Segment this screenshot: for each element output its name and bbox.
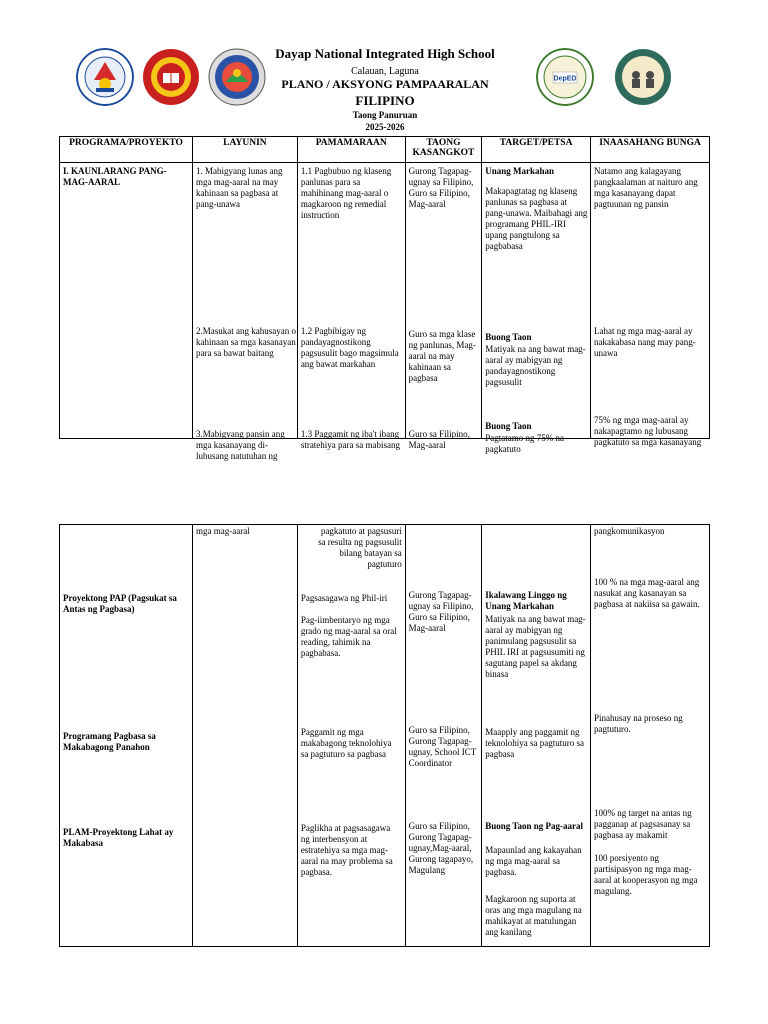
kasangkot-3: Guro sa Filipino, Mag-aaral bbox=[408, 429, 470, 450]
pamamaraan-2: 1.2 Pagbibigay ng pandayagnostikong pagsusulit bago magsimula ang bawat markahan bbox=[300, 326, 399, 369]
target-3-title: Buong Taon bbox=[485, 421, 532, 431]
header-target: TARGET/PETSA bbox=[482, 137, 591, 163]
pamamaraan-1: 1.1 Pagbubuo ng klaseng panlunas para sa mahihinang mag-aaral o magkaroon ng remedial instruction bbox=[300, 166, 392, 220]
kasangkot-pap: Gurong Tagapag-ugnay sa Filipino, Guro sa Filipino, Mag-aaral bbox=[408, 590, 474, 633]
layunin-2: 2.Masukat ang kahusayan o kahinaan sa mga kasanayan para sa bawat baitang bbox=[196, 326, 296, 358]
target-pap-title: Ikalawang Linggo ng Unang Markahan bbox=[485, 590, 567, 611]
bunga-pmp: Pinahusay na proseso ng pagtuturo. bbox=[594, 713, 683, 734]
header-programa: PROGRAMA/PROYEKTO bbox=[60, 137, 193, 163]
deped-logo bbox=[76, 48, 134, 106]
bunga-pap: 100 % na mga mag-aaral ang nasukat ang kasanayan sa pagbasa at nakiisa sa gawain. bbox=[594, 577, 700, 609]
target-cell-2 bbox=[482, 525, 591, 947]
bunga-cell bbox=[591, 163, 710, 447]
target-1-title: Unang Markahan bbox=[485, 166, 554, 176]
layunin-cell-2 bbox=[193, 525, 298, 947]
school-logo bbox=[614, 48, 672, 106]
layunin-3: 3.Mabigyang pansin ang mga kasanayang di-lubusang natutuhan ng bbox=[196, 429, 285, 461]
school-address: Calauan, Laguna bbox=[351, 66, 419, 77]
table-header-row bbox=[60, 137, 710, 163]
program-cell-2 bbox=[60, 525, 193, 947]
header-bunga: INAASAHANG BUNGA bbox=[591, 137, 710, 163]
table-row bbox=[60, 525, 710, 947]
layunin-cont: mga mag-aaral bbox=[196, 526, 250, 536]
target-plam-title: Buong Taon ng Pag-aaral bbox=[485, 821, 583, 831]
school-seal-logo bbox=[142, 48, 200, 106]
target-pap-text: Matiyak na ang bawat mag-aaral ay mabigyan ng panimulang pagsusulit sa PHIL IRI at pagsusumiti ng sagutang papel sa akdang binasa bbox=[485, 614, 586, 679]
kasangkot-2: Guro sa mga klase ng panlunas, Mag-aaral na may kahinaan sa pagbasa bbox=[408, 329, 476, 383]
program-name: I. KAUNLARANG PANG-MAG-AARAL bbox=[63, 166, 167, 187]
target-cell bbox=[482, 163, 591, 454]
target-2-text: Matiyak na ang bawat mag-aaral ay mabigyan ng pandayagnostikong pagsusulit bbox=[485, 344, 586, 387]
kasangkot-cell bbox=[405, 163, 482, 450]
kasangkot-cell-2 bbox=[405, 525, 482, 947]
district-logo bbox=[536, 48, 594, 106]
target-plam-text-2: Magkaroon ng suporta at oras ang mga magulang na mahikayat at matulungan ang kanilang bbox=[485, 894, 582, 937]
bunga-2: Lahat ng mga mag-aaral ay nakakabasa nang may pang-unawa bbox=[594, 326, 696, 358]
plan-title: PLANO / AKSYONG PAMPAARALAN bbox=[281, 77, 489, 91]
bunga-cont: pangkomunikasyon bbox=[594, 526, 665, 536]
target-plam-text-1: Mapaunlad ang kakayahan ng mga mag-aaral sa pagbasa. bbox=[485, 845, 582, 877]
pamamaraan-3: 1.3 Paggamit ng iba't ibang stratehiya para sa mabisang bbox=[300, 429, 401, 450]
subject-title: FILIPINO bbox=[355, 93, 415, 108]
action-plan-table-page-1 bbox=[59, 136, 710, 461]
bunga-1: Natamo ang kalagayang pangkaalaman at naituro ang mga kasanayang dapat pagtuunan ng pansin bbox=[594, 166, 698, 209]
pamamaraan-pmp: Paggamit ng mga makabagong teknolohiya sa pagtuturo sa pagbasa bbox=[300, 727, 392, 759]
table-row bbox=[60, 163, 710, 439]
program-pap: Proyektong PAP (Pagsukat sa Antas ng Pagbasa) bbox=[63, 593, 177, 614]
layunin-cell bbox=[193, 163, 298, 461]
pamamaraan-pap-2: Pag-iimbentaryo ng mga grado ng mag-aaral sa oral reading, tahimik na pagbabasa. bbox=[300, 615, 397, 658]
kasangkot-1: Gurong Tagapag-ugnay sa Filipino, Guro sa Filipino, Mag-aaral bbox=[408, 166, 474, 209]
kasangkot-plam: Guro sa Filipino, Gurong Tagapag-ugnay,Mag-aaral, Gurong tagapayo, Magulang bbox=[408, 821, 474, 875]
bunga-cell-2 bbox=[591, 525, 710, 947]
target-1-text: Makapagtatag ng klaseng panlunas sa pagbasa at pang-unawa. Maibahagi ang programang PHIL-IRI upang pangtulong sa pagbabasa bbox=[485, 186, 588, 251]
kasangkot-pmp: Guro sa Filipino, Gurong Tagapag-ugnay, School ICT Coordinator bbox=[408, 725, 477, 768]
pamamaraan-cell-2 bbox=[297, 525, 405, 947]
pamamaraan-cell bbox=[297, 163, 405, 450]
target-pmp: Maapply ang paggamit ng teknolohiya sa pagtuturo sa pagbasa bbox=[485, 727, 584, 759]
layunin-1: 1. Mabigyang lunas ang mga mag-aaral na may kahinaan sa pagbasa at pang-unawa bbox=[196, 166, 283, 209]
header-pamamaraan: PAMAMARAAN bbox=[297, 137, 405, 163]
bunga-3: 75% ng mga mag-aaral ay nakapagtamo ng lubusang pagkatuto sa mga kasanayang bbox=[594, 415, 702, 447]
school-year: 2025-2026 bbox=[365, 122, 405, 132]
term-label: Taong Panuruan bbox=[352, 110, 418, 120]
bunga-plam-1: 100% ng target na antas ng pagganap at pagsasanay sa pagbasa ay makamit bbox=[594, 808, 692, 840]
target-3-text: Pagtatamo ng 75% na pagkatuto bbox=[485, 433, 564, 454]
action-plan-table-page-2 bbox=[59, 524, 710, 947]
pamamaraan-cont: pagkatuto at pagsusuri sa resulta ng pagsusulit bilang batayan sa pagtuturo bbox=[318, 526, 402, 569]
program-pmp: Programang Pagbasa sa Makabagong Panahon bbox=[63, 731, 156, 752]
header-layunin: LAYUNIN bbox=[193, 137, 298, 163]
header-kasangkot: TAONG KASANGKOT bbox=[405, 137, 482, 163]
pamamaraan-plam: Paglikha at pagsasagawa ng interbensyon at estratehiya sa mga mag-aaral na may problema sa pagbasa. bbox=[300, 823, 393, 877]
school-name: Dayap National Integrated High School bbox=[275, 46, 495, 61]
target-2-title: Buong Taon bbox=[485, 332, 532, 342]
pamamaraan-pap-1: Pagsasagawa ng Phil-iri bbox=[300, 593, 388, 603]
program-cell bbox=[60, 163, 193, 439]
program-plam: PLAM-Proyektong Lahat ay Makabasa bbox=[63, 827, 174, 848]
district-logo-text: DepED bbox=[553, 75, 577, 83]
bunga-plam-2: 100 porsiyento ng partisipasyon ng mga mag-aaral at kooperasyon ng mga magulang. bbox=[594, 853, 698, 896]
